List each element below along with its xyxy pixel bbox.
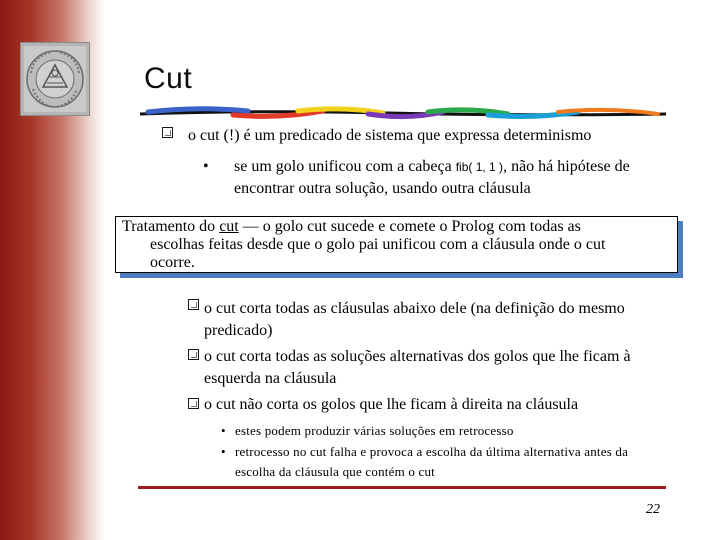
square-bullet-icon (188, 299, 199, 310)
square-bullet-icon (188, 349, 199, 360)
callout-line-3: ocorre. (150, 254, 195, 271)
dot-bullet-icon: • (221, 444, 226, 459)
bullet-cut-right-goals: o cut não corta os golos que lhe ficam à direita na cláusula (204, 396, 579, 413)
callout-line-1 (122, 218, 581, 236)
dot-bullet-icon: • (221, 423, 226, 438)
page-number: 22 (646, 502, 660, 517)
callout-cut-keyword: cut (219, 218, 239, 235)
square-bullet-icon (162, 127, 173, 138)
dot-bullet-icon: • (203, 158, 209, 175)
callout-prefix: Tratamento do (122, 218, 220, 235)
bottom-rule (138, 486, 666, 489)
colored-brush-stroke-divider (138, 102, 668, 124)
sub-bullet-retrocesso-1: estes podem produzir várias soluções em retrocesso (235, 423, 514, 438)
callout-line-1-rest: — o golo cut sucede e comete o Prolog com todas as (238, 218, 581, 235)
callout-box (115, 216, 678, 273)
code-fib: fib( 1, 1 ) (455, 160, 504, 174)
sub-bullet-text-before: se um golo unificou com a cabeça (234, 158, 456, 175)
university-seal-icon (20, 42, 90, 116)
bullet-definition: o cut (!) é um predicado de sistema que expressa determinismo (188, 127, 592, 144)
sub-bullet-text-after: , não há hipótese de encontrar outra solução, usando outra cláusula (234, 158, 630, 197)
sub-bullet-retrocesso-2: retrocesso no cut falha e provoca a escolha da última alternativa antes da escolha da cláusula que contém o cut (235, 444, 629, 479)
bullet-cut-clauses: o cut corta todas as cláusulas abaixo dele (na definição do mesmo predicado) (204, 300, 625, 339)
square-bullet-icon (188, 398, 199, 409)
sub-bullet-example (234, 156, 674, 200)
callout-line-2: escolhas feitas desde que o golo pai unificou com a cláusula onde o cut (150, 236, 606, 253)
slide-title: Cut (144, 62, 193, 95)
bullet-cut-solutions: o cut corta todas as soluções alternativas dos golos que lhe ficam à esquerda na cláusula (204, 348, 631, 387)
